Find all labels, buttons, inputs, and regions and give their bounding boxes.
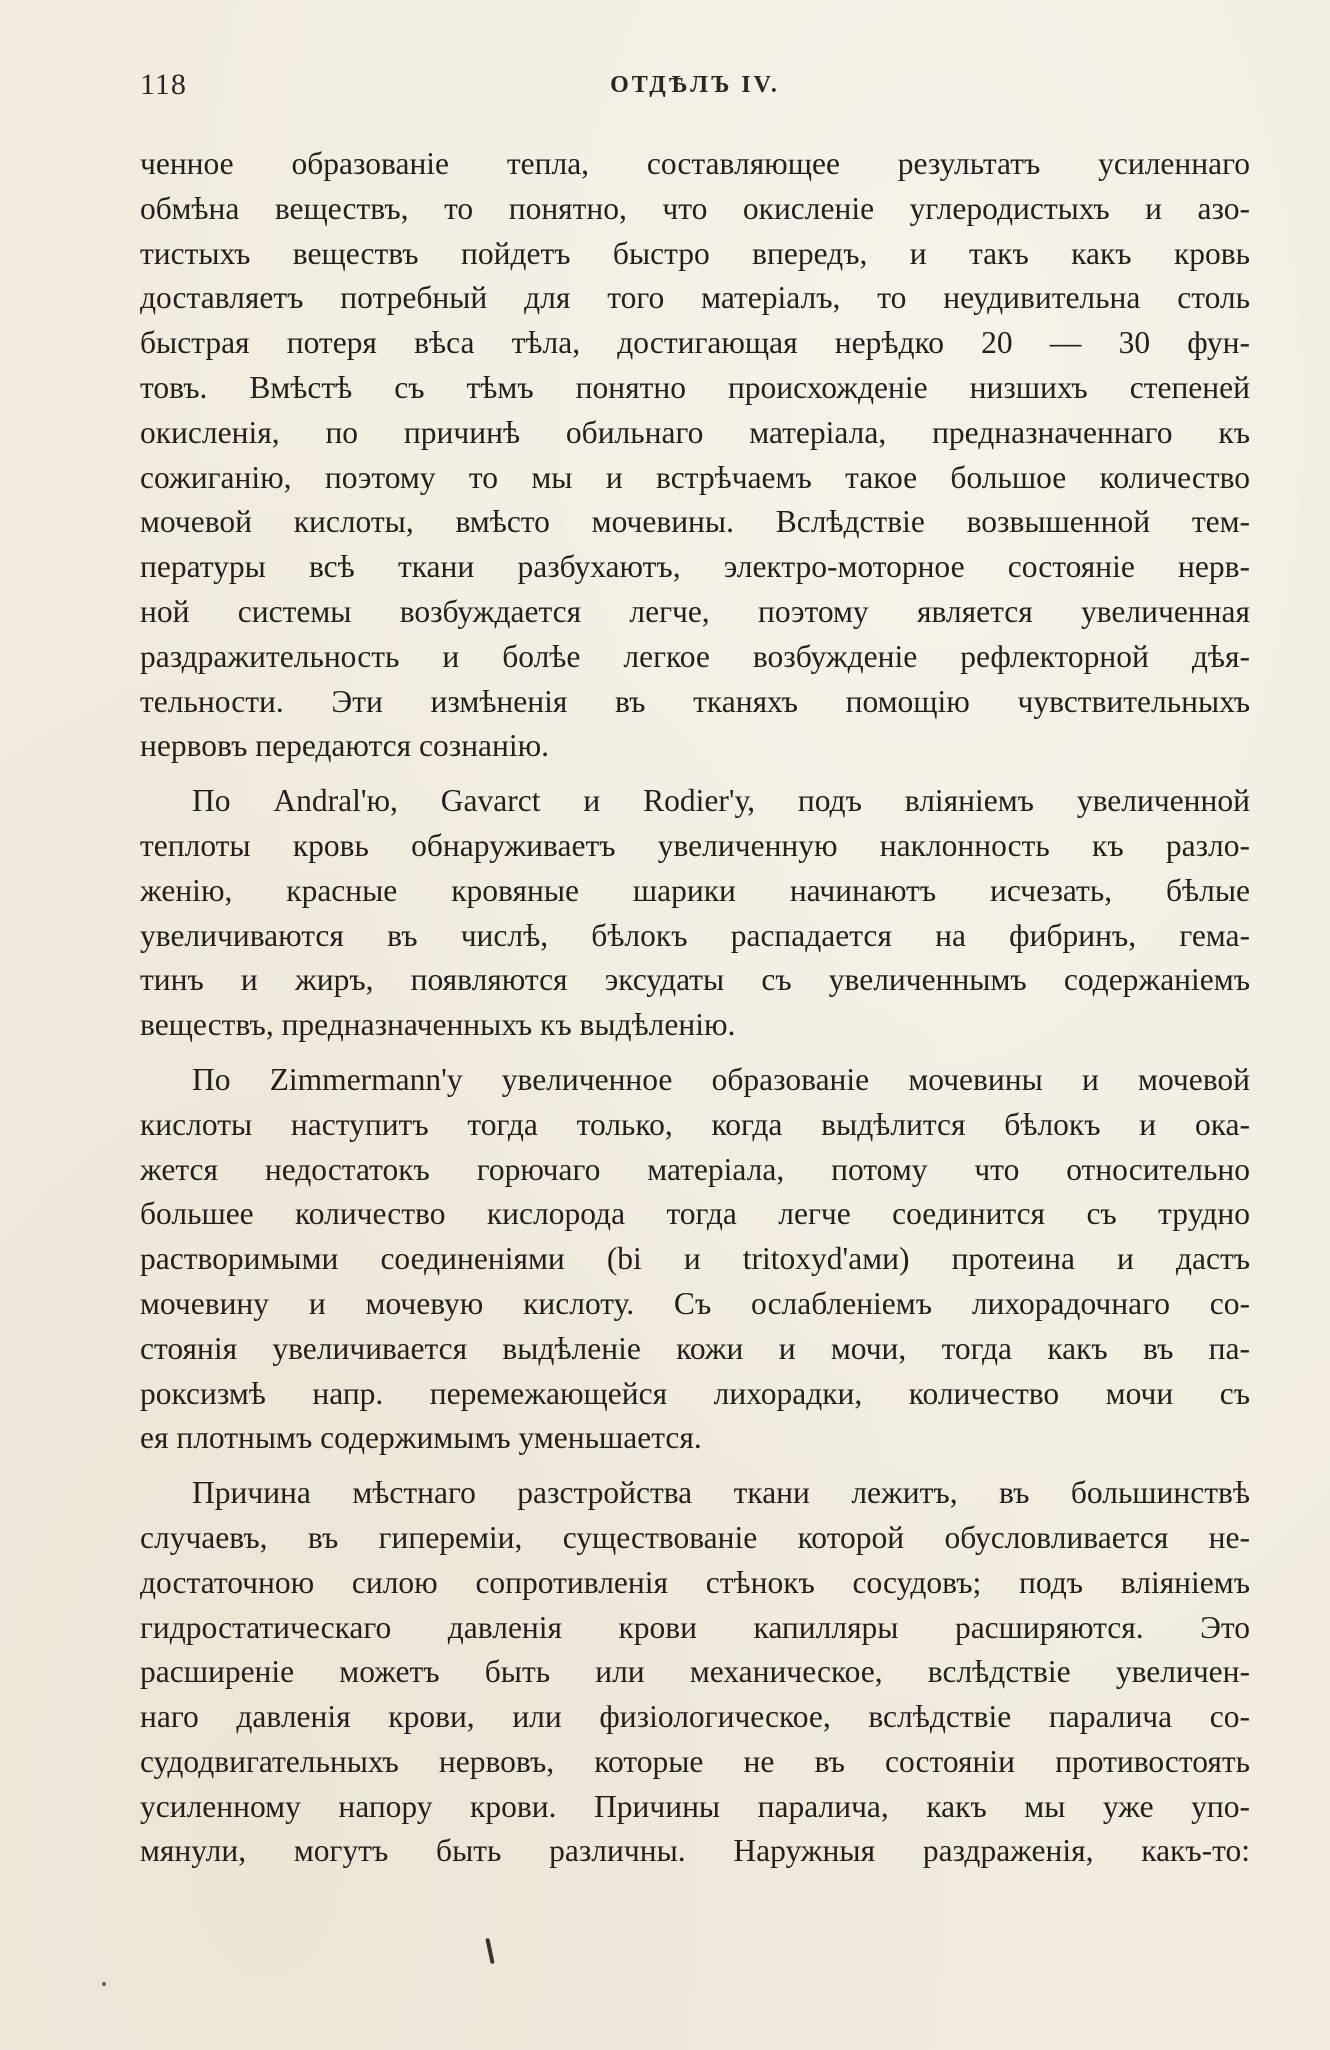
body-text	[140, 142, 1250, 1884]
text-line: мочевину и мочевую кислоту. Съ ослабленіемъ лихорадочнаго со-	[140, 1285, 1250, 1321]
text-line: мянули, могутъ быть различны. Наружныя раздраженія, какъ-то:	[140, 1833, 1250, 1869]
text-line: ной системы возбуждается легче, поэтому является увеличенная	[140, 593, 1250, 629]
text-line: По Andral'ю, Gavarct и Rodier'у, подъ вліяніемъ увеличенной	[192, 783, 1250, 819]
text-line: гидростатическаго давленія крови капилляры расширяются. Это	[140, 1609, 1250, 1645]
text-line: сожиганію, поэтому то мы и встрѣчаемъ такое большое количество	[140, 459, 1250, 495]
text-line: мочевой кислоты, вмѣсто мочевины. Вслѣдствіе возвышенной тем-	[140, 504, 1250, 540]
text-line: кислоты наступитъ тогда только, когда выдѣлится бѣлокъ и ока-	[140, 1106, 1250, 1142]
text-line: случаевъ, въ гипереміи, существованіе которой обусловливается не-	[140, 1519, 1250, 1555]
paragraph	[140, 779, 1250, 1048]
page-header	[140, 62, 1250, 122]
text-line: веществъ, предназначенныхъ къ выдѣленію.	[140, 1007, 736, 1043]
text-line: теплоты кровь обнаруживаетъ увеличенную наклонность къ разло-	[140, 827, 1250, 863]
text-line: Причина мѣстнаго разстройства ткани лежитъ, въ большинствѣ	[192, 1475, 1250, 1511]
text-line: доставляетъ потребный для того матеріалъ, то неудивительна столь	[140, 280, 1250, 316]
text-line: расширеніе можетъ быть или механическое, вслѣдствіе увеличен-	[140, 1654, 1250, 1690]
page-number: 118	[140, 68, 187, 101]
ink-dot	[102, 1982, 106, 1986]
text-line: жется недостатокъ горючаго матеріала, потому что относительно	[140, 1151, 1250, 1187]
text-line: тинъ и жиръ, появляются эксудаты съ увеличеннымъ содержаніемъ	[140, 962, 1250, 998]
text-line: окисленія, по причинѣ обильнаго матеріала, предназначеннаго къ	[140, 414, 1250, 450]
text-line: усиленному напору крови. Причины паралича, какъ мы уже упо-	[140, 1788, 1250, 1824]
text-line: увеличиваются въ числѣ, бѣлокъ распадается на фибринъ, гема-	[140, 917, 1250, 953]
text-line: роксизмѣ напр. перемежающейся лихорадки, количество мочи съ	[140, 1375, 1250, 1411]
text-line: нервовъ передаются сознанію.	[140, 728, 550, 764]
paragraph	[140, 1471, 1250, 1874]
text-line: судодвигательныхъ нервовъ, которые не въ состояніи противостоять	[140, 1743, 1250, 1779]
text-line: быстрая потеря вѣса тѣла, достигающая нерѣдко 20 — 30 фун-	[140, 325, 1250, 361]
text-line: достаточною силою сопротивленія стѣнокъ сосудовъ; подъ вліяніемъ	[140, 1564, 1250, 1600]
text-line: тельности. Эти измѣненія въ тканяхъ помощію чувствительныхъ	[140, 683, 1250, 719]
text-line: большее количество кислорода тогда легче соединится съ трудно	[140, 1196, 1250, 1232]
text-line: тистыхъ веществъ пойдетъ быстро впередъ, и такъ какъ кровь	[140, 235, 1250, 271]
paragraph	[140, 1058, 1250, 1461]
text-line: ея плотнымъ содержимымъ уменьшается.	[140, 1420, 702, 1456]
text-line: растворимыми соединеніями (bi и tritoxyd'ами) протеина и дастъ	[140, 1241, 1250, 1277]
text-line: пературы всѣ ткани разбухаютъ, электро-моторное состояніе нерв-	[140, 549, 1250, 585]
text-line: обмѣна веществъ, то понятно, что окисленіе углеродистыхъ и азо-	[140, 190, 1250, 226]
text-line: По Zimmermann'у увеличенное образованіе мочевины и мочевой	[192, 1061, 1250, 1097]
text-line: женію, красные кровяные шарики начинаютъ исчезать, бѣлые	[140, 872, 1250, 908]
text-line: наго давленія крови, или физіологическое, вслѣдствіе паралича со-	[140, 1699, 1250, 1735]
ink-speck	[485, 1938, 494, 1964]
running-head: ОТДѢЛЪ IV.	[610, 72, 780, 98]
paragraph	[140, 142, 1250, 769]
text-line: стоянія увеличивается выдѣленіе кожи и мочи, тогда какъ въ па-	[140, 1330, 1250, 1366]
text-line: товъ. Вмѣстѣ съ тѣмъ понятно происхожденіе низшихъ степеней	[140, 369, 1250, 405]
text-line: ченное образованіе тепла, составляющее результатъ усиленнаго	[140, 146, 1250, 181]
text-line: раздражительность и болѣе легкое возбужденіе рефлекторной дѣя-	[140, 638, 1250, 674]
